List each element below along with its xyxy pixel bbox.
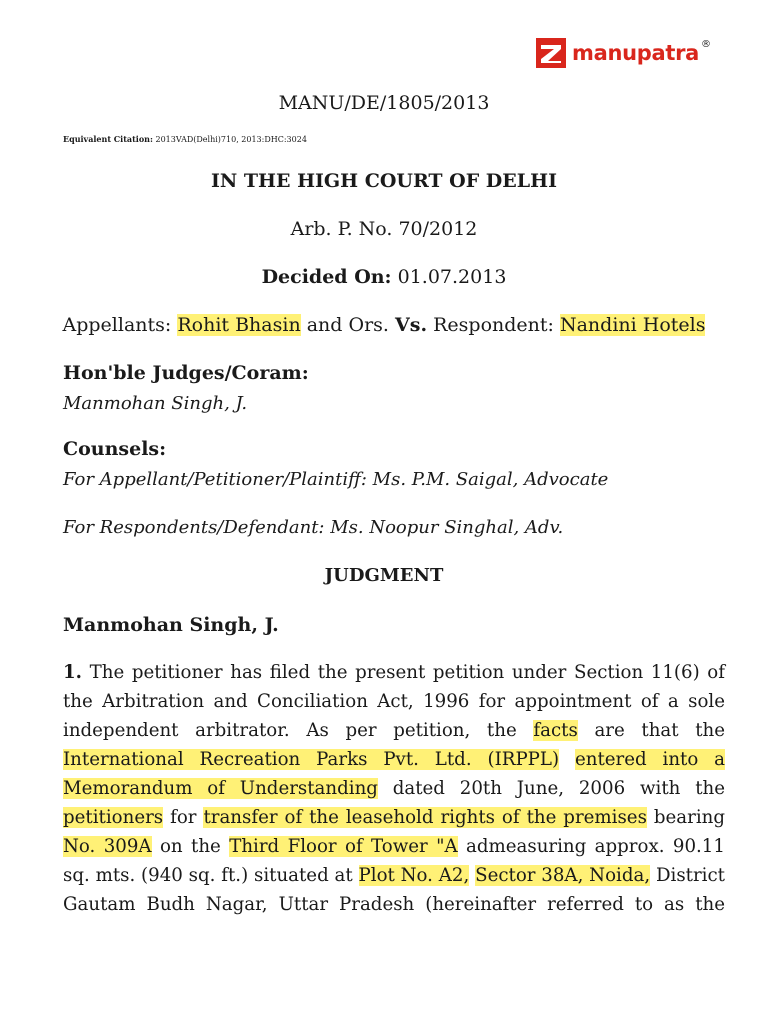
- para-text: for: [170, 807, 197, 828]
- paragraph-number: 1.: [63, 662, 82, 683]
- registered-mark: ®: [701, 38, 712, 50]
- para-line: [63, 832, 725, 861]
- para-line: [63, 861, 725, 890]
- para-line: the Arbitration and Conciliation Act, 1996 for appointment of a sole: [63, 691, 725, 712]
- highlight: Third Floor of Tower "A: [229, 836, 458, 857]
- decided-value: 01.07.2013: [397, 266, 507, 288]
- para-text: District: [655, 865, 725, 886]
- highlight: entered into a: [574, 749, 726, 770]
- manupatra-logo-icon: [536, 38, 566, 68]
- manupatra-logo: [536, 38, 711, 68]
- para-line: [63, 803, 725, 832]
- equivalent-citation: [63, 134, 307, 144]
- para-text: dated 20th June, 2006 with the: [392, 778, 725, 799]
- logo-text: manupatra: [572, 41, 700, 65]
- manu-id: MANU/DE/1805/2013: [278, 92, 490, 114]
- highlight: Plot No. A2,: [358, 865, 470, 886]
- highlight: petitioners: [63, 807, 164, 828]
- highlight: Memorandum of Understanding: [63, 778, 378, 799]
- highlight: facts: [533, 720, 578, 741]
- decided-on: [0, 266, 768, 288]
- court-name: IN THE HIGH COURT OF DELHI: [211, 170, 557, 192]
- para-line: [63, 774, 725, 803]
- highlight: Sector 38A, Noida,: [475, 865, 651, 886]
- decided-label: Decided On:: [261, 266, 392, 288]
- respondent-label: Respondent:: [433, 314, 554, 336]
- citation-label: Equivalent Citation:: [63, 134, 153, 144]
- citation-value: 2013VAD(Delhi)710, 2013:DHC:3024: [155, 135, 307, 144]
- para-line: Gautam Budh Nagar, Uttar Pradesh (hereinafter referred to as the: [63, 894, 725, 915]
- paragraph-1: [63, 658, 725, 919]
- para-line: [63, 745, 725, 774]
- appellants-label: Appellants:: [62, 314, 172, 336]
- para-text: on the: [159, 836, 221, 857]
- highlight: transfer of the leasehold rights of the premises: [203, 807, 647, 828]
- para-text: bearing: [653, 807, 725, 828]
- para-line: [63, 658, 725, 687]
- judges-label: Hon'ble Judges/Coram:: [63, 362, 309, 384]
- respondent-counsel: For Respondents/Defendant: Ms. Noopur Singhal, Adv.: [63, 517, 564, 538]
- and-ors: and Ors.: [306, 314, 389, 336]
- parties-line: [0, 314, 768, 336]
- case-number: Arb. P. No. 70/2012: [290, 218, 478, 240]
- judgment-heading: JUDGMENT: [324, 565, 444, 586]
- para-text: sq. mts. (940 sq. ft.) situated at: [63, 865, 353, 886]
- counsels-label: Counsels:: [63, 438, 167, 460]
- para-text: independent arbitrator. As per petition, the: [63, 720, 517, 741]
- appellant-name: Rohit Bhasin: [177, 314, 301, 336]
- para-text: are that the: [594, 720, 725, 741]
- judgment-author: Manmohan Singh, J.: [63, 614, 279, 636]
- judge-name: Manmohan Singh, J.: [63, 393, 248, 414]
- para-text: admeasuring approx. 90.11: [466, 836, 725, 857]
- para-line: [63, 716, 725, 745]
- versus: Vs.: [395, 314, 428, 336]
- highlight: International Recreation Parks Pvt. Ltd. (IRPPL): [63, 749, 560, 770]
- highlight: No. 309A: [63, 836, 152, 857]
- respondent-name: Nandini Hotels: [559, 314, 706, 336]
- appellant-counsel: For Appellant/Petitioner/Plaintiff: Ms. P.M. Saigal, Advocate: [63, 469, 609, 490]
- para-text: The petitioner has filed the present petition under Section 11(6) of: [89, 662, 725, 683]
